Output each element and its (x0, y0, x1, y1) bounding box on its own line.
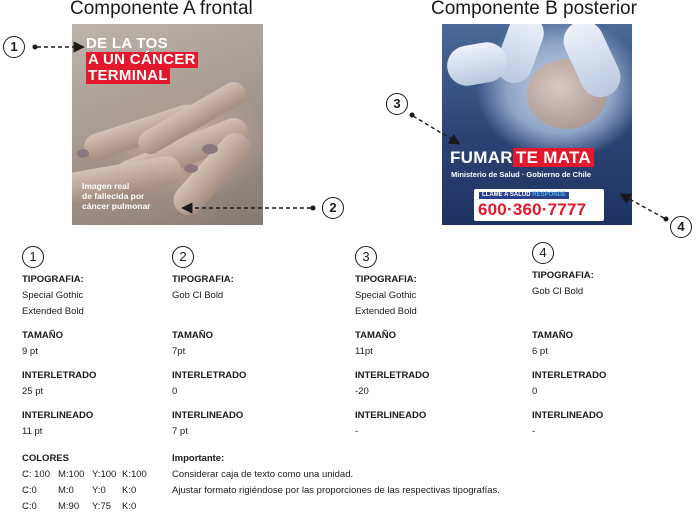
interletrado-label: INTERLETRADO (355, 370, 430, 381)
importante-line-1: Considerar caja de texto como una unidad. (172, 469, 354, 480)
caption-a-line-3: cáncer pulmonar (82, 201, 151, 211)
color-row-3 (22, 499, 162, 514)
interlineado-label: INTERLINEADO (172, 410, 244, 421)
headline-a (86, 36, 198, 84)
headline-a-line-1: DE LA TOS (86, 35, 168, 52)
interlineado-value: - (532, 426, 536, 437)
color-c: C:0 (22, 501, 37, 512)
color-y: Y:100 (92, 469, 117, 480)
nail-shape (77, 149, 89, 158)
tipografia-value: Extended Bold (22, 306, 84, 317)
interletrado-label: INTERLETRADO (532, 370, 607, 381)
headline-a-line-2: A UN CÁNCER (88, 51, 196, 68)
glove-shape (444, 39, 510, 89)
color-m: M:0 (58, 485, 74, 496)
color-c: C:0 (22, 485, 37, 496)
spec-number-3: 3 (355, 246, 377, 268)
headline-a-line-3: TERMINAL (88, 67, 168, 84)
caption-a (82, 181, 202, 211)
nail-shape (184, 164, 198, 173)
spec-column-1 (22, 246, 162, 440)
color-c: C: 100 (22, 469, 50, 480)
caption-a-line-1: Imagen real (82, 181, 130, 191)
phone-box (474, 189, 604, 221)
spec-column-4 (532, 242, 672, 440)
phone-label-b: RESPONDE (532, 192, 566, 198)
tipografia-value: Special Gothic (22, 290, 84, 301)
color-k: K:0 (122, 485, 137, 496)
tipografia-label: TIPOGRAFIA: (532, 270, 594, 281)
color-k: K:0 (122, 501, 137, 512)
tamano-label: TAMAÑO (22, 330, 63, 341)
interlineado-value: 11 pt (22, 426, 43, 437)
tipografia-value: Gob Cl Bold (172, 290, 224, 301)
tamano-value: 11pt (355, 346, 373, 357)
colores-block (22, 451, 162, 514)
color-row-2 (22, 483, 162, 499)
callout-dot-2 (311, 206, 316, 211)
interletrado-value: -20 (355, 386, 369, 397)
interletrado-value: 0 (532, 386, 538, 397)
colores-label: COLORES (22, 453, 69, 464)
tamano-label: TAMAÑO (355, 330, 396, 341)
interletrado-label: INTERLETRADO (22, 370, 97, 381)
phone-label-a: LLAME A SALUD (482, 192, 531, 198)
spec-column-2 (172, 246, 312, 440)
tamano-label: TAMAÑO (172, 330, 213, 341)
headline-b-white: FUMAR (450, 148, 513, 167)
ministerio-text: Ministerio de Salud · Gobierno de Chile (451, 170, 592, 179)
tamano-value: 7pt (172, 346, 186, 357)
color-k: K:100 (122, 469, 147, 480)
tipografia-label: TIPOGRAFIA: (172, 274, 234, 285)
tipografia-value: Extended Bold (355, 306, 417, 317)
color-row-1 (22, 467, 162, 483)
callout-circle-2: 2 (322, 197, 344, 219)
spec-column-3 (355, 246, 495, 440)
nail-shape (202, 144, 218, 154)
phone-number: 600·360·7777 (478, 200, 587, 219)
interlineado-value: - (355, 426, 359, 437)
tipografia-label: TIPOGRAFIA: (22, 274, 84, 285)
headline-b (450, 149, 594, 167)
caption-a-line-2: de fallecida por (82, 191, 145, 201)
spec-number-1: 1 (22, 246, 44, 268)
interlineado-label: INTERLINEADO (355, 410, 427, 421)
callout-dot-4 (664, 217, 669, 222)
importante-label: Importante: (172, 453, 225, 464)
tipografia-value: Gob Cl Bold (532, 286, 584, 297)
phone-label (479, 192, 569, 199)
interlineado-label: INTERLINEADO (22, 410, 94, 421)
headline-b-red: TE MATA (513, 148, 594, 167)
importante-line-2: Ajustar formato rigiéndose por las proporciones de las respectivas tipografías. (172, 485, 500, 496)
interletrado-label: INTERLETRADO (172, 370, 247, 381)
interletrado-value: 0 (172, 386, 178, 397)
callout-circle-3: 3 (386, 93, 408, 115)
spec-number-2: 2 (172, 246, 194, 268)
color-y: Y:75 (92, 501, 112, 512)
spec-number-4: 4 (532, 242, 554, 264)
title-componente-b: Componente B posterior (431, 0, 637, 19)
tipografia-value: Special Gothic (355, 290, 417, 301)
color-y: Y:0 (92, 485, 106, 496)
importante-block (172, 451, 672, 499)
title-componente-a: Componente A frontal (70, 0, 253, 19)
component-a-image (72, 24, 263, 225)
callout-dot-1 (33, 45, 38, 50)
tipografia-label: TIPOGRAFIA: (355, 274, 417, 285)
tamano-value: 6 pt (532, 346, 548, 357)
color-m: M:90 (58, 501, 80, 512)
callout-circle-1: 1 (3, 36, 25, 58)
color-m: M:100 (58, 469, 85, 480)
interlineado-value: 7 pt (172, 426, 188, 437)
component-b-image (442, 24, 632, 225)
interlineado-label: INTERLINEADO (532, 410, 604, 421)
callout-circle-4: 4 (670, 216, 692, 238)
tamano-label: TAMAÑO (532, 330, 573, 341)
tamano-value: 9 pt (22, 346, 38, 357)
callout-dot-3 (410, 113, 415, 118)
interletrado-value: 25 pt (22, 386, 44, 397)
